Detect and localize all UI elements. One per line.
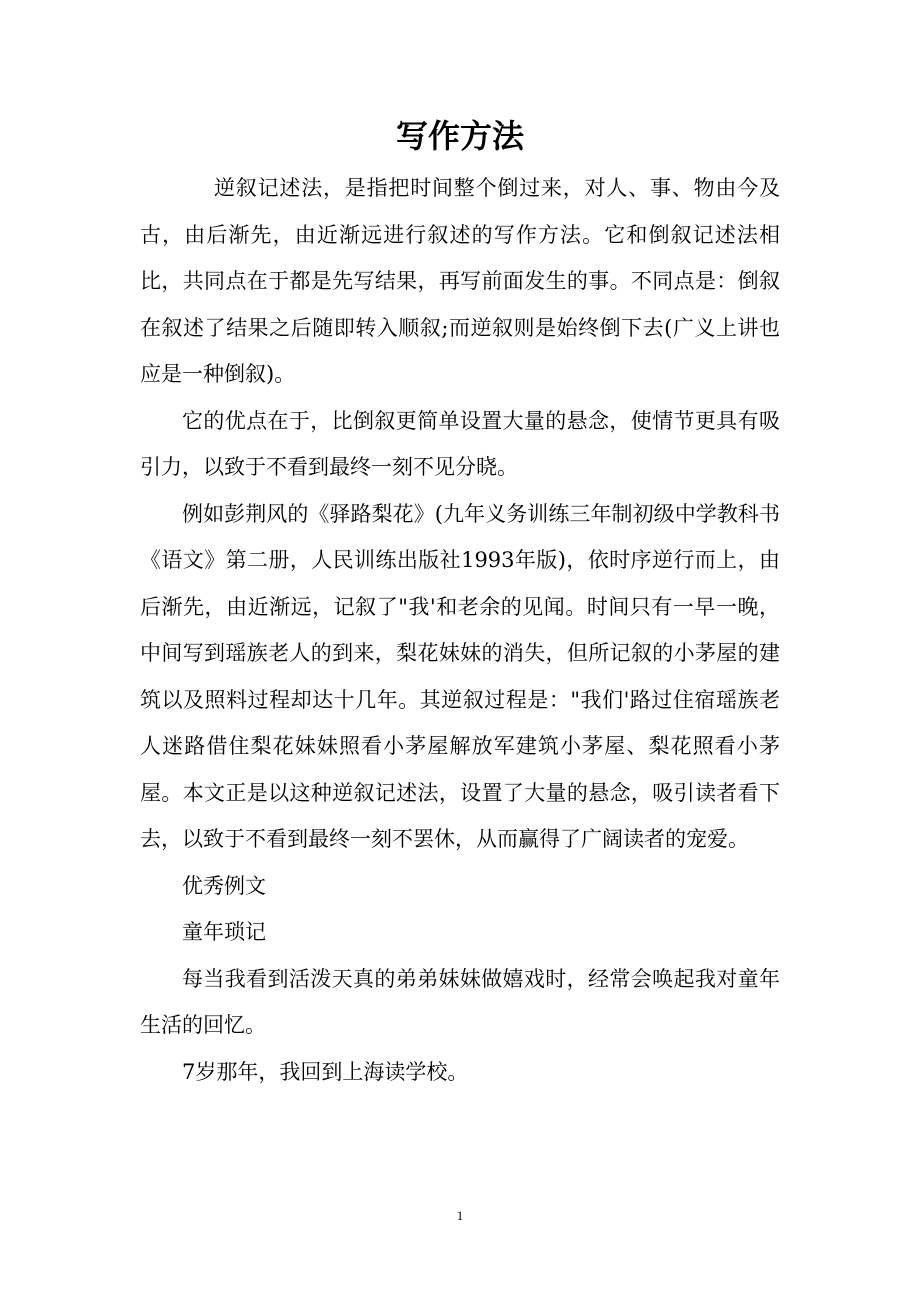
paragraph-reverse-narration-definition: 逆叙记述法，是指把时间整个倒过来，对人、事、物由今及古，由后渐先，由近渐远进行叙述的写作方法。它和倒叙记述法相比，共同点在于都是先写结果，再写前面发生的事。不同点是：倒叙在叙述了结果之后随即转入顺叙;而逆叙则是始终倒下去(广义上讲也应是一种倒叙)。 (140, 176, 780, 386)
paragraph-essay-title: 童年琐记 (182, 920, 266, 944)
document-body (140, 165, 780, 1095)
paragraph-advantages: 它的优点在于，比倒叙更简单设置大量的悬念，使情节更具有吸引力，以致于不看到最终一刻不见分晓。 (140, 408, 780, 479)
page-number: 1 (456, 1208, 464, 1223)
paragraph-example-analysis: 例如彭荆风的《驿路梨花》(九年义务训练三年制初级中学教科书《语文》第二册，人民训练出版社1993年版)，依时序逆行而上，由后渐先，由近渐远，记叙了"我'和老余的见闻。时间只有一早一晚，中间写到瑶族老人的到来，梨花妹妹的消失，但所记叙的小茅屋的建筑以及照料过程却达十几年。其逆叙过程是："我们'路过住宿瑶族老人迷路借住梨花妹妹照看小茅屋解放军建筑小茅屋、梨花照看小茅屋。本文正是以这种逆叙记述法，设置了大量的悬念，吸引读者看下去，以致于不看到最终一刻不罢休，从而赢得了广阔读者的宠爱。 (140, 501, 780, 851)
paragraph-essay-opening: 每当我看到活泼天真的弟弟妹妹做嬉戏时，经常会唤起我对童年生活的回忆。 (140, 966, 780, 1037)
document-title: 写作方法 (395, 117, 524, 155)
paragraph-section-heading-examples: 优秀例文 (182, 873, 266, 898)
paragraph-essay-age-seven: 7岁那年，我回到上海读学校。 (182, 1059, 469, 1084)
